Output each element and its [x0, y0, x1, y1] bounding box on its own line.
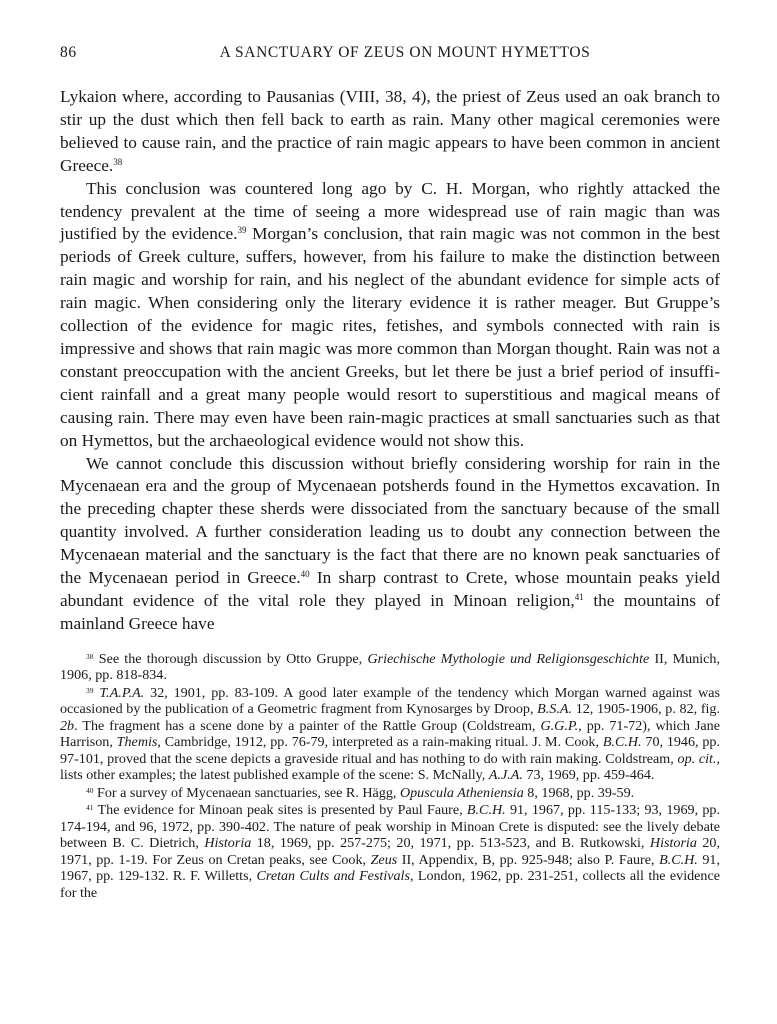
italic-text: B.S.A.	[537, 701, 573, 718]
paragraph	[60, 86, 720, 178]
text-run: , pp. 71-72), which Jane Harrison,	[60, 717, 720, 751]
italic-text: 2b	[60, 717, 75, 734]
text-run: 8, 1968, pp. 39-59.	[523, 784, 635, 801]
book-page	[60, 44, 720, 901]
text-run: 91, 1967, pp. 115-133; 93, 1969, pp. 174-194, and 96, 1972, pp. 390-402. The nature of peak worship in Minoan Crete is disputed: see the lively debate between B. C. Dietrich,	[60, 802, 721, 852]
italic-text: A.J.A.	[488, 767, 523, 784]
italic-text: B.C.H.	[602, 734, 642, 751]
running-head	[60, 44, 720, 68]
text-run: 91, 1967, pp. 129-132. R. F. Willetts,	[60, 851, 721, 885]
text-run: 20, 1971, pp. 1-19. For Zeus on Cretan peaks, see Cook,	[60, 835, 720, 868]
italic-text: Zeus	[370, 851, 398, 868]
text-run: We cannot conclude this discussion without briefly considering worship for rain in the Mycenaean era and the group of Mycenaean potsherds found in the Hymettos excavation. In the preceding chapter these sherds were dissociated from the sanctuary because of the small quantity involved. A further consideration leading us to doubt any connection between the Mycenaean material and the sanctuary is the fact that there are no known peak sanctuaries of the Mycenaean period in Greece.	[60, 453, 720, 588]
text-run: the mountains of mainland Greece have	[60, 590, 720, 633]
italic-text: Opuscula Atheniensia	[399, 784, 524, 801]
footnote-reference: 40	[300, 569, 310, 580]
footnote-reference: 39	[86, 685, 94, 695]
italic-text: B.C.H.	[466, 802, 506, 819]
italic-text: op. cit.	[677, 750, 717, 767]
text-run: II, Appendix, B, pp. 925-948; also P. Faure,	[397, 851, 660, 868]
text-run: This conclusion was countered long ago by C. H. Morgan, who rightly attacked the tendency prevalent at the time of seeing a more widespread use of rain magic than was justified by the evidence.	[60, 178, 720, 244]
text-run: . The fragment has a scene done by a painter of the Rattle Group (Coldstream,	[74, 717, 541, 734]
text-run: , London, 1962, pp. 231-251, collects all the evidence for the	[60, 868, 720, 901]
text-run: Lykaion where, according to Pausanias (VIII, 38, 4), the priest of Zeus used an oak branch to stir up the dust which then fell back to earth as rain. Many other magical ceremonies were believed to cause rain, and the practice of rain magic appears to have been common in ancient Greece.	[60, 87, 720, 175]
footnote-reference: 41	[574, 591, 584, 602]
text-run: II, Munich, 1906, pp. 818-834.	[60, 650, 720, 684]
paragraph	[60, 453, 720, 636]
italic-text: Griechische Mythologie und Religionsgeschichte	[367, 650, 650, 667]
main-text	[60, 86, 720, 636]
footnote-reference: 40	[86, 785, 94, 795]
footnote-reference: 39	[237, 225, 247, 236]
footnote-reference: 38	[86, 651, 94, 661]
text-run: , lists other examples; the latest published example of the scene: S. McNally,	[60, 750, 720, 784]
text-run: 70, 1946, pp. 97-101, proved that the scene depicts a graveside ritual and has nothing to do with rain making. Coldstream,	[60, 734, 720, 767]
text-run: In sharp contrast to Crete, whose mountain peaks yield abundant evidence of the vital role they played in Minoan religion,	[60, 568, 721, 610]
text-run: 18, 1969, pp. 257-275; 20, 1971, pp. 513-523, and B. Rutkowski,	[251, 835, 650, 852]
italic-text: Historia	[204, 835, 252, 852]
footnote	[60, 651, 720, 684]
italic-text: G.G.P.	[540, 717, 579, 734]
footnote	[60, 802, 720, 901]
footnotes	[60, 651, 720, 902]
text-run: See the thorough discussion by Otto Gruppe,	[93, 650, 368, 667]
text-run: The evidence for Minoan peak sites is presented by Paul Faure,	[93, 802, 467, 819]
footnote	[60, 785, 720, 802]
text-run: 12, 1905-1906, p. 82, fig.	[572, 701, 720, 718]
italic-text: T.A.P.A.	[99, 684, 145, 701]
italic-text: Themis	[116, 734, 158, 751]
text-run: 32, 1901, pp. 83-109. A good later example of the tendency which Morgan warned against was occasioned by the publication of a Geometric fragment from Kynosarges by Droop,	[60, 684, 721, 718]
text-run: 73, 1969, pp. 459-464.	[522, 767, 655, 784]
running-title: A SANCTUARY OF ZEUS ON MOUNT HYMETTOS	[219, 44, 591, 61]
italic-text: Cretan Cults and Festivals	[256, 868, 410, 885]
italic-text: Historia	[649, 835, 697, 852]
page-number: 86	[60, 44, 77, 61]
italic-text: B.C.H.	[659, 851, 698, 868]
footnote-reference: 38	[113, 156, 123, 167]
paragraph	[60, 178, 720, 453]
footnote-reference: 41	[86, 803, 94, 813]
text-run: , Cambridge, 1912, pp. 76-79, interpreted as a rain-making ritual. J. M. Cook,	[157, 734, 603, 751]
footnote	[60, 685, 720, 784]
text-run: Morgan’s conclusion, that rain magic was not common in the best periods of Greek culture, suffers, however, from his failure to make the distinction between rain magic and worship for rain, and his neglect of the abundant evidence for simple acts of rain magic. When considering only the literary evidence it is rather meager. But Gruppe’s collection of the evidence for magic rites, fetishes, and symbols connected with rain is impressive and shows that rain magic was more common than Morgan thought. Rain was not a constant preoccupation with the ancient Greeks, but let there be just a brief period of insufficient rainfall and a great many people would resort to superstitious and magical means of causing rain. There may even have been rain-magic practices at small sanctuaries such as that on Hymettos, but the archaeological evidence would not show this.	[60, 224, 720, 450]
text-run: For a survey of Mycenaean sanctuaries, see R. Hägg,	[93, 784, 400, 801]
